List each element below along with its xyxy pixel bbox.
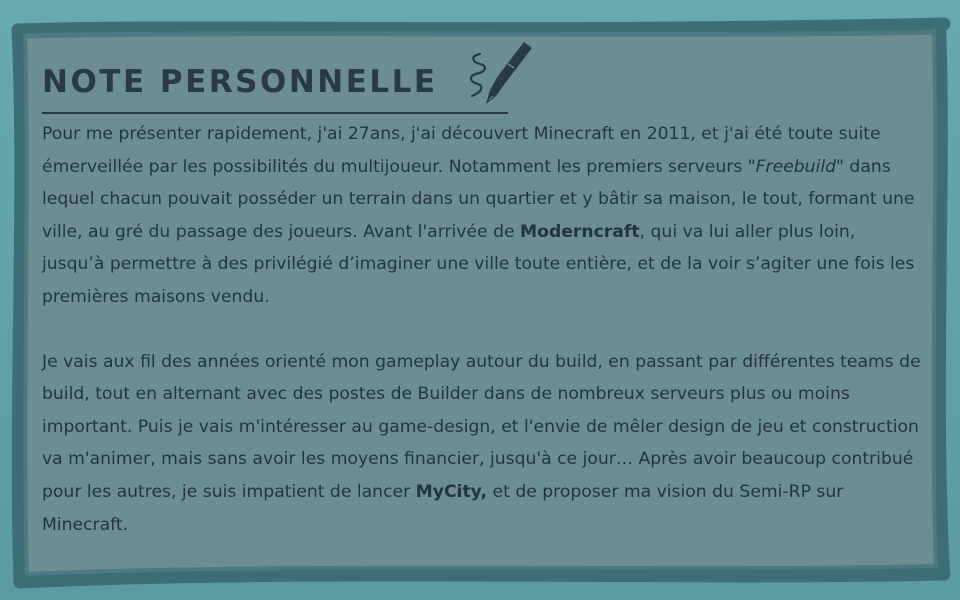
paragraph-journey xyxy=(42,346,922,542)
paragraph-intro-middle: dans lequel chacun pouvait posséder un terrain dans un quartier et y bâtir sa maison, le tout, formant une ville, au gré du passage des joueurs. Avant l'arrivée de xyxy=(42,156,915,242)
fountain-pen-icon xyxy=(442,40,532,110)
paragraph-intro-text: Pour me présenter rapidement, j'ai 27ans, j'ai découvert Minecraft en 2011, et j'ai été toute suite émerveillée par les possibilités du multijoueur. Notamment les premiers serveurs xyxy=(42,124,881,177)
moderncraft-term: Moderncraft xyxy=(520,221,640,242)
freebuild-term: "Freebuild" xyxy=(747,156,844,177)
title-row xyxy=(42,54,562,114)
paragraph-journey-end: et de proposer ma vision du Semi-RP sur Minecraft. xyxy=(42,481,844,535)
mycity-term: MyCity, xyxy=(415,481,488,502)
note-body xyxy=(42,118,922,541)
note-title: NOTE PERSONNELLE xyxy=(42,64,438,100)
title-underline xyxy=(42,112,508,114)
paragraph-intro-end: , qui va lui aller plus loin, jusqu’à permettre à des privilégié d’imaginer une ville toute entière, et de la voir s’agiter une fois les premières maisons vendu. xyxy=(42,221,915,307)
note-card xyxy=(30,34,930,564)
paragraph-intro xyxy=(42,118,922,314)
paragraph-journey-text: Je vais aux fil des années orienté mon gameplay autour du build, en passant par différentes teams de build, tout en alternant avec des postes de Builder dans de nombreux serveurs plus ou moins important. Puis je vais m'intéresser au game-design, et l'envie de mêler design de jeu et construction va m'animer, mais sans avoir les moyens financier, jusqu'à ce jour… Après avoir beaucoup contribué pour les autres, je suis impatient de lancer xyxy=(42,351,921,502)
